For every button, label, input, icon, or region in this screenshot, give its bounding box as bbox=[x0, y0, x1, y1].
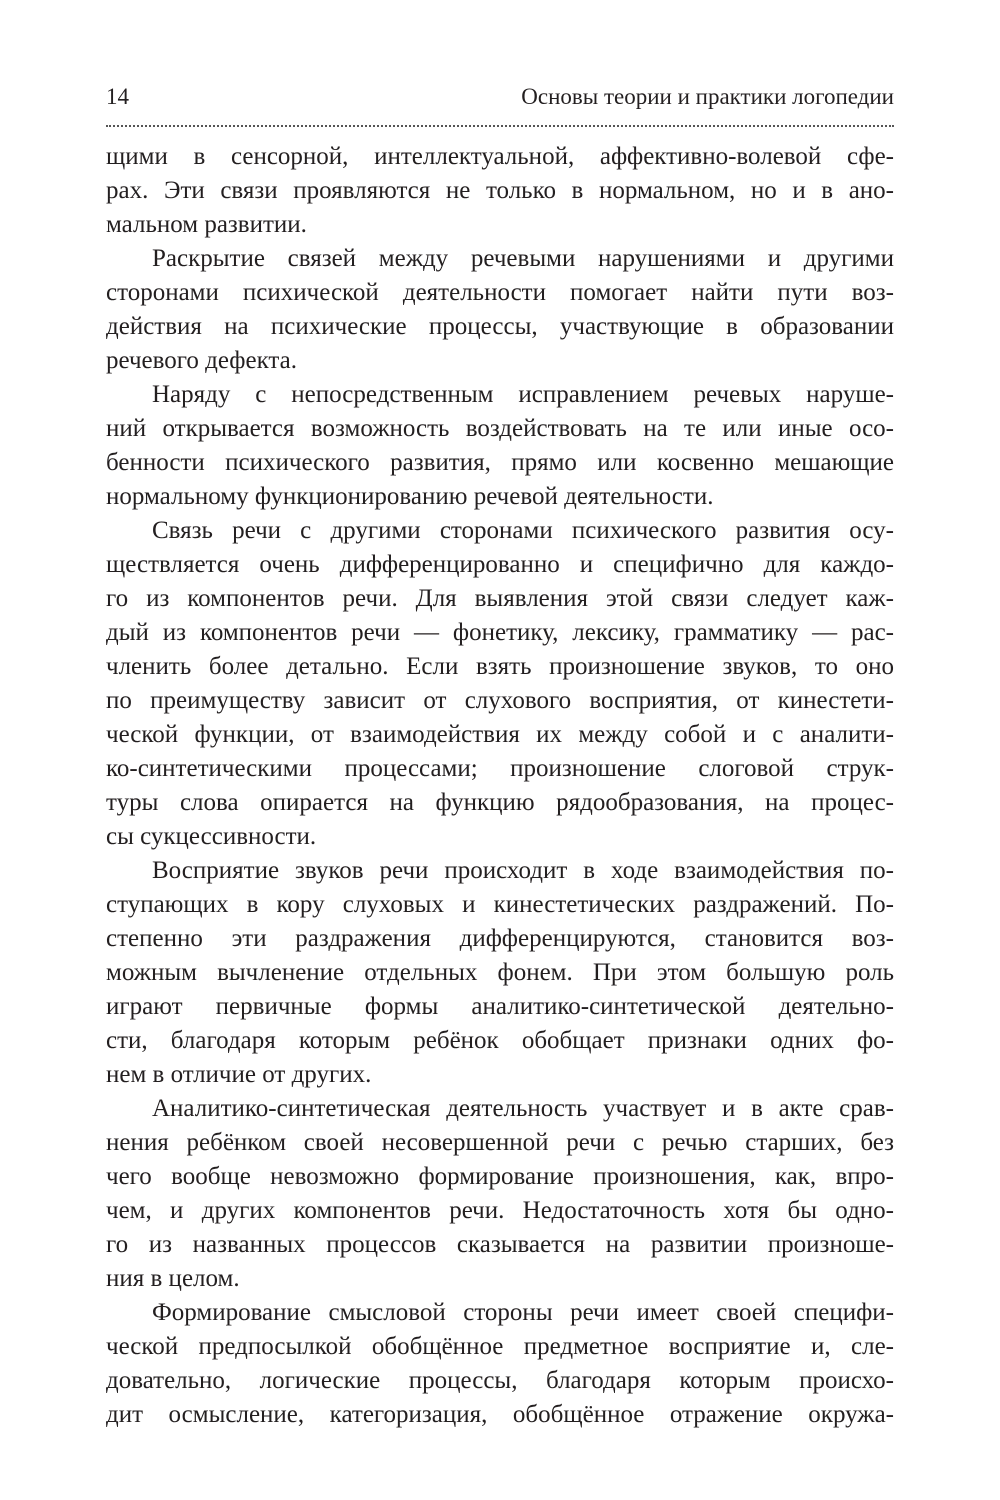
text-line: дит осмысление, категоризация, обобщённое отражение окружа- bbox=[106, 1401, 894, 1428]
text-line: мальном развитии. bbox=[106, 211, 307, 238]
text-line: бенности психического развития, прямо или косвенно мешающие bbox=[106, 449, 894, 476]
text-line: можным вычленение отдельных фонем. При этом большую роль bbox=[106, 959, 894, 986]
text-line: чего вообще невозможно формирование произношения, как, впро- bbox=[106, 1163, 894, 1190]
running-header bbox=[106, 84, 894, 118]
text-line: го из названных процессов сказывается на развитии произноше- bbox=[106, 1231, 894, 1258]
text-line: по преимуществу зависит от слухового восприятия, от кинестети- bbox=[106, 687, 894, 714]
paragraph bbox=[106, 140, 894, 242]
text-line: ческой предпосылкой обобщённое предметное восприятие и, сле- bbox=[106, 1333, 894, 1360]
text-line: чем, и других компонентов речи. Недостаточность хотя бы одно- bbox=[106, 1197, 894, 1224]
text-line: действия на психические процессы, участвующие в образовании bbox=[106, 313, 894, 340]
paragraph bbox=[106, 854, 894, 1092]
text-line: ния в целом. bbox=[106, 1265, 240, 1292]
paragraph bbox=[106, 242, 894, 378]
paragraph bbox=[106, 378, 894, 514]
text-line: сы сукцессивности. bbox=[106, 823, 317, 850]
text-line: степенно эти раздражения дифференцируются, становится воз- bbox=[106, 925, 894, 952]
text-line: сти, благодаря которым ребёнок обобщает признаки одних фо- bbox=[106, 1027, 894, 1054]
text-line: туры слова опирается на функцию рядообразования, на процес- bbox=[106, 789, 894, 816]
text-line: щими в сенсорной, интеллектуальной, аффективно-волевой сфе- bbox=[106, 143, 894, 170]
text-line: нем в отличие от других. bbox=[106, 1061, 372, 1088]
text-line: довательно, логические процессы, благодаря которым происхо- bbox=[106, 1367, 894, 1394]
text-line: ний открывается возможность воздействовать на те или иные осо- bbox=[106, 415, 894, 442]
paragraph bbox=[106, 1296, 894, 1432]
text-line: речевого дефекта. bbox=[106, 347, 297, 374]
text-line: го из компонентов речи. Для выявления этой связи следует каж- bbox=[106, 585, 894, 612]
text-line: нормальному функционированию речевой деятельности. bbox=[106, 483, 714, 510]
text-line: ществляется очень дифференцированно и специфично для каждо- bbox=[106, 551, 894, 578]
text-line: Формирование смысловой стороны речи имеет своей специфи- bbox=[152, 1299, 894, 1326]
text-line: играют первичные формы аналитико-синтетической деятельно- bbox=[106, 993, 894, 1020]
body-text bbox=[106, 140, 894, 1432]
text-line: нения ребёнком своей несовершенной речи с речью старших, без bbox=[106, 1129, 894, 1156]
text-line: ступающих в кору слуховых и кинестетических раздражений. По- bbox=[106, 891, 894, 918]
text-line: Наряду с непосредственным исправлением речевых наруше- bbox=[152, 381, 894, 408]
page-number: 14 bbox=[106, 84, 129, 109]
text-line: сторонами психической деятельности помогает найти пути воз- bbox=[106, 279, 894, 306]
text-line: ко-синтетическими процессами; произношение слоговой струк- bbox=[106, 755, 894, 782]
text-line: дый из компонентов речи — фонетику, лексику, грамматику — рас- bbox=[106, 619, 894, 646]
text-line: Аналитико-синтетическая деятельность участвует и в акте срав- bbox=[152, 1095, 894, 1122]
header-dotted-rule bbox=[106, 125, 894, 127]
running-title: Основы теории и практики логопедии bbox=[521, 84, 894, 109]
text-line: рах. Эти связи проявляются не только в нормальном, но и в ано- bbox=[106, 177, 894, 204]
text-line: Связь речи с другими сторонами психического развития осу- bbox=[152, 517, 894, 544]
paragraph bbox=[106, 1092, 894, 1296]
text-line: ческой функции, от взаимодействия их между собой и с аналити- bbox=[106, 721, 894, 748]
paragraph bbox=[106, 514, 894, 854]
text-line: Раскрытие связей между речевыми нарушениями и другими bbox=[152, 245, 894, 272]
text-line: членить более детально. Если взять произношение звуков, то оно bbox=[106, 653, 894, 680]
text-line: Восприятие звуков речи происходит в ходе взаимодействия по- bbox=[152, 857, 894, 884]
